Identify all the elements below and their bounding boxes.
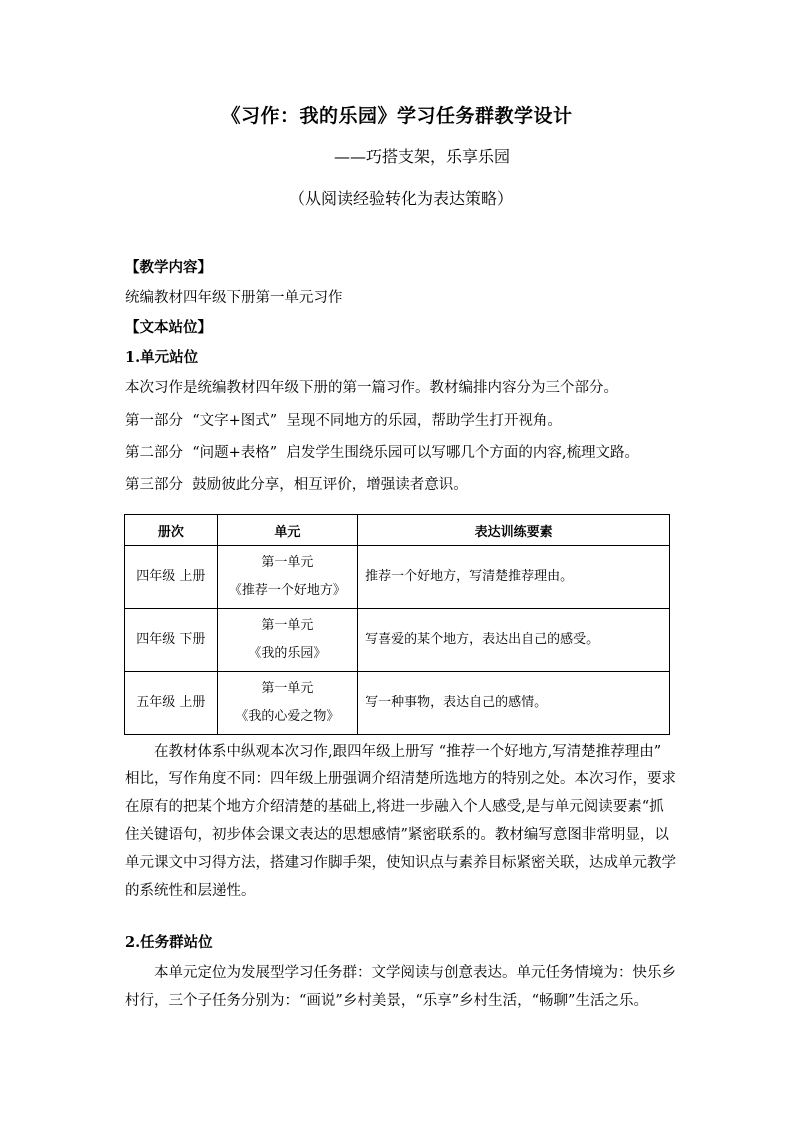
- table-header-cell: 单元: [217, 515, 358, 546]
- subtitle-text: ——巧搭支架，乐享乐园: [333, 147, 510, 166]
- unit-cell-title: 《我的乐园》: [248, 646, 327, 661]
- page-title: 《习作：我的乐园》学习任务群教学设计: [221, 105, 573, 127]
- unit-cell: [217, 672, 358, 735]
- paragraph-line: 住关键语句，初步体会课文表达的思想感情”紧密联系的。教材编写意图非常明显，以: [125, 827, 669, 843]
- grade-cell: 五年级 上册: [125, 672, 218, 735]
- table-header-cell: 表达训练要素: [358, 515, 670, 546]
- unit-cell-title: 《推荐一个好地方》: [228, 583, 346, 598]
- teaching-content-text: 统编教材四年级下册第一单元习作: [125, 290, 343, 306]
- part-two: 第二部分 “问题+表格” 启发学生围绕乐园可以写哪几个方面的内容,梳理文路。: [125, 445, 640, 461]
- unit-cell: [217, 546, 358, 609]
- unit-cell-title: 《我的心爱之物》: [235, 709, 340, 724]
- part-three: 第三部分 鼓励彼此分享，相互评价，增强读者意识。: [125, 477, 468, 493]
- element-cell: 写一种事物，表达自己的感情。: [358, 672, 670, 735]
- table-header-row: [125, 515, 670, 546]
- paragraph-line: 相比，写作角度不同：四年级上册强调介绍清楚所选地方的特别之处。本次习作，要求: [125, 771, 676, 787]
- part-one: 第一部分 “文字+图式” 呈现不同地方的乐园，帮助学生打开视角。: [125, 413, 562, 429]
- teaching-content-heading: 【教学内容】: [125, 259, 212, 276]
- unit-intro: 本次习作是统编教材四年级下册的第一篇习作。教材编排内容分为三个部分。: [125, 380, 618, 396]
- element-cell: 写喜爱的某个地方，表达出自己的感受。: [358, 609, 670, 672]
- unit-position-heading: 1.单元站位: [125, 349, 199, 366]
- table-header-cell: 册次: [125, 515, 218, 546]
- paragraph-line: 本单元定位为发展型学习任务群：文学阅读与创意表达。单元任务情境为：快乐乡: [154, 965, 676, 981]
- page-subtitle-2: [0, 187, 794, 211]
- grade-cell: 四年级 上册: [125, 546, 218, 609]
- table-row: [125, 546, 670, 609]
- paragraph-line: 的系统性和层递性。: [125, 883, 256, 899]
- table-row: [125, 672, 670, 735]
- unit-comparison-table: [124, 514, 670, 735]
- element-cell: 推荐一个好地方，写清楚推荐理由。: [358, 546, 670, 609]
- paragraph-line: 单元课文中习得方法，搭建习作脚手架，使知识点与素养目标紧密关联，达成单元教学: [125, 855, 676, 871]
- paragraph-line: 村行，三个子任务分别为：“画说”乡村美景，“乐享”乡村生活，“畅聊”生活之乐。: [125, 993, 648, 1009]
- paragraph-line: 在教材体系中纵观本次习作,跟四年级上册写 “推荐一个好地方,写清楚推荐理由”: [154, 744, 662, 760]
- text-position-heading: 【文本站位】: [125, 319, 212, 336]
- paragraph-line: 在原有的把某个地方介绍清楚的基础上,将进一步融入个人感受,是与单元阅读要素“抓: [125, 799, 664, 815]
- table-row: [125, 609, 670, 672]
- grade-cell: 四年级 下册: [125, 609, 218, 672]
- unit-cell: [217, 609, 358, 672]
- subtitle2-text: （从阅读经验转化为表达策略）: [288, 189, 513, 208]
- unit-cell-line: 第一单元: [261, 681, 314, 696]
- unit-cell-line: 第一单元: [261, 618, 314, 633]
- page-subtitle: [0, 145, 794, 169]
- unit-cell-line: 第一单元: [261, 555, 314, 570]
- task-group-heading: 2.任务群站位: [125, 934, 213, 951]
